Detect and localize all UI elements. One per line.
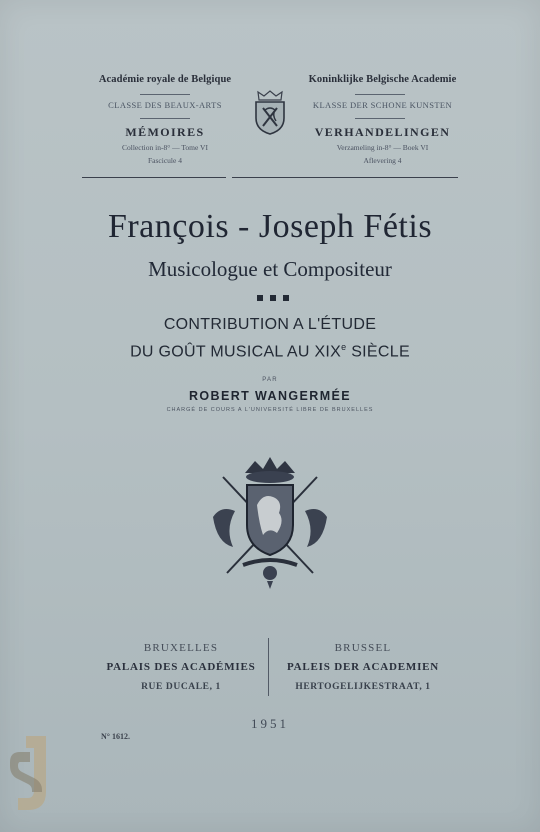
academy-name-fr: Académie royale de Belgique [98,74,232,85]
class-name-fr: CLASSE DES BEAUX-ARTS [108,100,222,110]
divider [140,118,190,119]
ornament-dots [248,295,298,301]
fascicle-fr: Fascicule 4 [148,156,182,165]
publication-year: 1951 [251,716,289,731]
publisher-name-fr: PALAIS DES ACADÉMIES [106,661,256,673]
academy-shield-icon [250,88,290,136]
collection-nl: Verzameling in-8° — Boek VI [336,143,429,152]
header-rule-right [232,177,458,178]
header-rule-left [82,177,226,178]
publisher-divider [268,638,269,696]
class-name-nl: KLASSE DER SCHONE KUNSTEN [312,100,453,110]
fascicle-nl: Aflevering 4 [363,156,402,165]
publisher-street-nl: HERTOGELIJKESTRAAT, 1 [295,682,431,692]
collection-fr: Collection in-8° — Tome VI [122,143,208,152]
publisher-city-nl: BRUSSEL [334,642,392,654]
book-subtitle: Musicologue et Compositeur [148,257,392,281]
series-name-fr: MÉMOIRES [125,125,205,139]
contribution-line-1: CONTRIBUTION A L'ÉTUDE [163,316,377,333]
contribution-line-2 [0,342,540,361]
publisher-city-fr: BRUXELLES [143,642,219,654]
divider [355,94,405,95]
publisher-street-fr: RUE DUCALE, 1 [141,682,221,692]
series-name-nl: VERHANDELINGEN [314,125,451,139]
byline-par: PAR [262,377,278,383]
century-superscript: e [341,342,347,352]
contribution-line-2-text: DU GOÛT MUSICAL AU XIX [130,343,342,361]
seller-logo-watermark-icon [6,732,60,814]
belgian-coat-of-arms-icon [205,455,335,590]
publisher-name-nl: PALEIS DER ACADEMIEN [286,661,440,673]
author-role: CHARGÉ DE COURS A L'UNIVERSITÉ LIBRE DE BRUXELLES [166,407,374,413]
contribution-line-2-end: SIÈCLE [346,343,410,361]
divider [355,118,405,119]
divider [140,94,190,95]
volume-number: N° 1612. [101,732,130,741]
author-name: ROBERT WANGERMÉE [189,389,351,403]
book-title: François - Joseph Fétis [107,208,433,245]
academy-name-nl: Koninklijke Belgische Academie [308,74,457,85]
